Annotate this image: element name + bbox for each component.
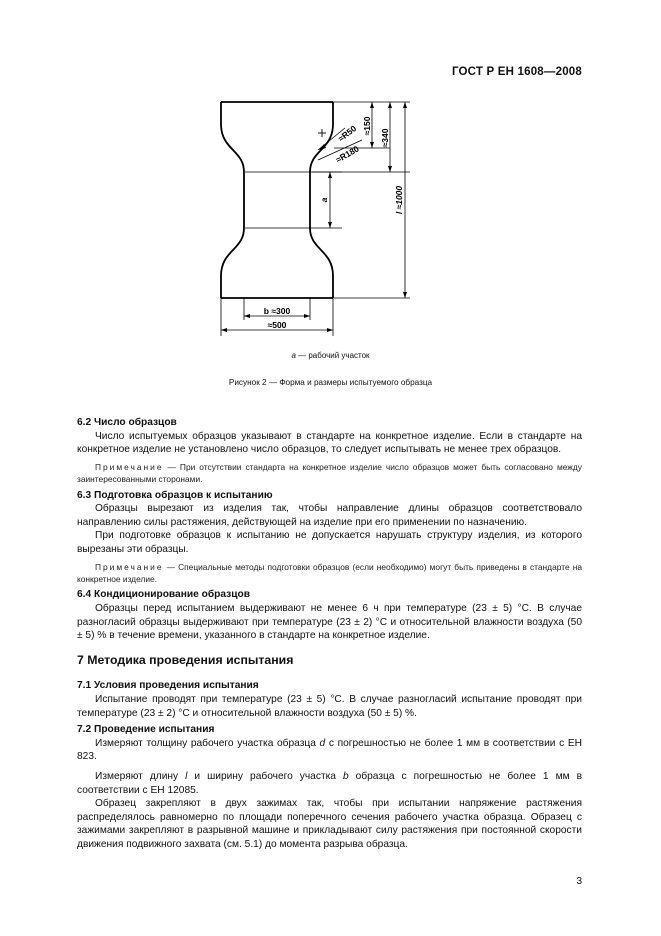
dim-top: ≈150 xyxy=(362,116,372,136)
paragraph: Испытание проводят при температуре (23 ± 5) °С. В случае разногласий испытание проводят при температуре (23 ± 2) °С и относительной влажности воздуха (50 ± 5) %. xyxy=(77,693,582,719)
dim-work: a xyxy=(319,197,329,203)
dim-upper: ≈340 xyxy=(380,128,390,148)
document-code: ГОСТ Р ЕН 1608—2008 xyxy=(451,66,582,78)
dim-b: b ≈300 xyxy=(263,306,291,316)
dim-radius-large: ≈R180 xyxy=(334,143,361,165)
section-7-2-title: 7.2 Проведение испытания xyxy=(77,724,215,736)
section-6-2-title: 6.2 Число образцов xyxy=(77,417,177,428)
page-number: 3 xyxy=(576,876,582,887)
note: Примечание — При отсутствии стандарта на конкретное изделие число образцов может быть согласовано между заинтересованными сторонами. xyxy=(77,461,582,485)
dim-width: ≈500 xyxy=(267,320,287,330)
figure-legend: a — рабочий участок xyxy=(291,351,370,360)
section-7-title: 7 Методика проведения испытания xyxy=(77,652,294,667)
paragraph: Измеряют толщину рабочего участка образца d с погрешностью не более 1 мм в соответствии с ЕН 823. xyxy=(77,737,582,763)
paragraph: Образец закрепляют в двух зажимах так, чтобы при испытании напряжение растяжения распределялось равномерно по площади поперечного сечения рабочего участка образца. Образец с зажимами закрепляют в разрывной машине и прикладывают силу растяжения при постоянной скорости движения подвижного захвата (см. 5.1) до момента разрыва образца. xyxy=(77,798,582,850)
figure-caption: Рисунок 2 — Форма и размеры испытуемого образца xyxy=(228,378,433,387)
paragraph: Образцы вырезают из изделия так, чтобы направление длины образцов соответствовало направлению силы растяжения, действующей на изделие при его применении по назначению. xyxy=(77,503,582,528)
paragraph: Измеряют длину l и ширину рабочего участка b образца с погрешностью не более 1 мм в соответствии с ЕН 12085. xyxy=(77,770,582,796)
note: Примечание — Специальные методы подготовки образцов (если необходимо) могут быть приведены в стандарте на конкретное изделие. xyxy=(77,561,582,584)
paragraph: При подготовке образцов к испытанию не допускается нарушать структуру изделия, из которого вырезаны эти образцы. xyxy=(77,530,582,555)
specimen-outline xyxy=(221,102,333,298)
section-6-3-title: 6.3 Подготовка образцов к испытанию xyxy=(77,489,273,501)
specimen-figure xyxy=(0,0,661,350)
section-6-4-title: 6.4 Кондиционирование образцов xyxy=(77,589,250,601)
dim-radius-small: ≈R50 xyxy=(336,123,359,144)
paragraph: Число испытуемых образцов указывают в стандарте на конкретное изделие. Если в стандарте на конкретное изделие не установлено число образцов, то следует испытывать не менее трех образцов. xyxy=(77,430,582,456)
paragraph: Образцы перед испытанием выдерживают не менее 6 ч при температуре (23 ± 5) °С. В случае разногласий образцы выдерживают при температуре (23 ± 2) °С и относительной влажности воздуха (50 ± 5) % в течение времени, указанного в стандарте на конкретное изделие. xyxy=(77,602,582,642)
section-7-1-title: 7.1 Условия проведения испытания xyxy=(77,680,259,692)
dim-length: l ≈1000 xyxy=(394,185,404,215)
document-body xyxy=(77,413,582,851)
